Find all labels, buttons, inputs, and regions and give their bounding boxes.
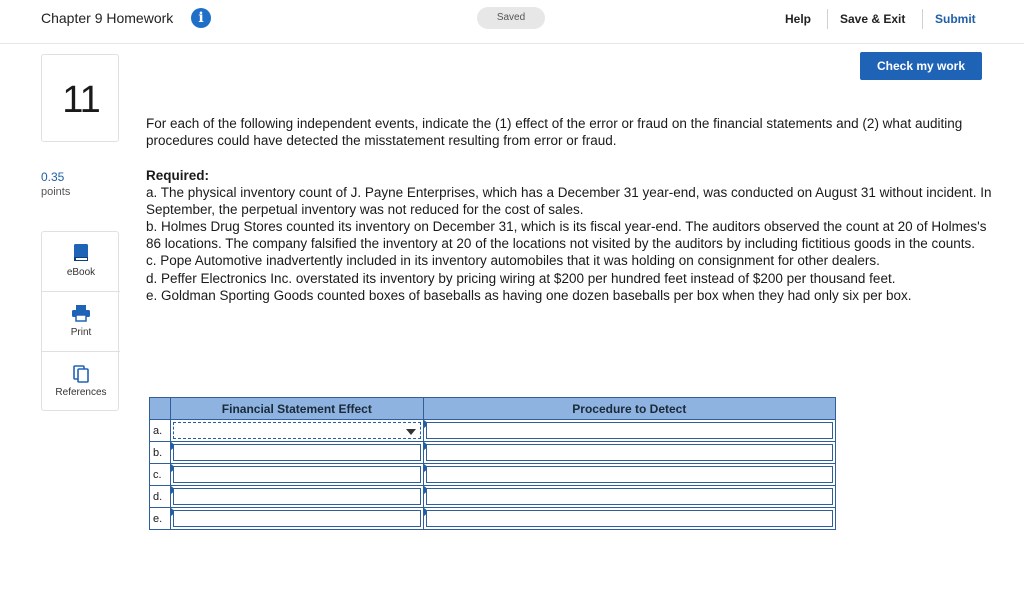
- answer-table: [149, 397, 836, 530]
- table-row: [150, 486, 836, 508]
- print-button[interactable]: [42, 292, 120, 352]
- question-number-box: [41, 54, 119, 142]
- procedure-input-e[interactable]: [423, 508, 835, 530]
- effect-dropdown[interactable]: [173, 488, 421, 505]
- procedure-input-a[interactable]: [423, 420, 835, 442]
- tool-panel: [41, 231, 119, 411]
- references-button[interactable]: [42, 352, 120, 412]
- table-row: [150, 508, 836, 530]
- effect-select-c[interactable]: [170, 464, 423, 486]
- table-header-row: [150, 398, 836, 420]
- chevron-down-icon[interactable]: [406, 429, 416, 435]
- ebook-label: eBook: [66, 267, 96, 278]
- info-icon[interactable]: i: [191, 8, 211, 28]
- ebook-button[interactable]: [42, 232, 120, 292]
- table-row: [150, 442, 836, 464]
- row-label: c.: [150, 464, 171, 486]
- header-divider: [922, 9, 923, 29]
- effect-select-a[interactable]: [170, 420, 423, 442]
- row-label: d.: [150, 486, 171, 508]
- effect-dropdown[interactable]: [173, 510, 421, 527]
- required-item-d: d. Peffer Electronics Inc. overstated its inventory by pricing wiring at $200 per hundred feet instead of $200 per thousand feet.: [146, 270, 896, 286]
- procedure-input-c[interactable]: [423, 464, 835, 486]
- help-link[interactable]: Help: [785, 12, 812, 26]
- procedure-field[interactable]: [426, 444, 833, 461]
- question-intro: For each of the following independent events, indicate the (1) effect of the error or fraud on the financial statements and (2) what auditing procedures could have detected the misstatement resulting from error or fraud.: [146, 116, 963, 148]
- required-item-a: a. The physical inventory count of J. Payne Enterprises, which has a December 31 year-end, was conducted on August 31 without incident. In September, the perpetual inventory was not reduced for the cost of sales.: [146, 185, 992, 218]
- references-label: References: [55, 387, 107, 398]
- question-number: 11: [62, 79, 100, 121]
- row-label-header: [150, 398, 171, 420]
- effect-select-e[interactable]: [170, 508, 423, 530]
- effect-dropdown[interactable]: [173, 422, 421, 439]
- required-heading: Required:: [146, 168, 210, 183]
- procedure-input-d[interactable]: [423, 486, 835, 508]
- required-item-c: c. Pope Automotive inadvertently included in its inventory automobiles that it was holding on consignment for other dealers.: [146, 253, 880, 269]
- row-label: e.: [150, 508, 171, 530]
- required-item-e: e. Goldman Sporting Goods counted boxes of baseballs as having one dozen baseballs per box when they had only six per box.: [146, 287, 912, 303]
- references-icon: [71, 364, 91, 384]
- submit-link[interactable]: Submit: [935, 12, 976, 26]
- procedure-input-b[interactable]: [423, 442, 835, 464]
- row-label: a.: [150, 420, 171, 442]
- table-row: [150, 420, 836, 442]
- required-item-b: b. Holmes Drug Stores counted its inventory on December 31, which is its fiscal year-end. The auditors observed the count at 20 of Holmes's 86 locations. The company falsified the inventory at 20 of the locations not visited by the auditors by including fictitious goods in the counts.: [146, 219, 987, 252]
- chapter-title: Chapter 9 Homework: [41, 10, 174, 26]
- print-label: Print: [70, 327, 92, 338]
- row-label: b.: [150, 442, 171, 464]
- procedure-field[interactable]: [426, 466, 833, 483]
- header-divider: [827, 9, 828, 29]
- top-header: [0, 0, 1024, 44]
- effect-dropdown[interactable]: [173, 444, 421, 461]
- check-my-work-button[interactable]: Check my work: [860, 52, 982, 80]
- effect-dropdown[interactable]: [173, 466, 421, 483]
- book-icon: [71, 243, 91, 263]
- saved-status-badge: Saved: [477, 7, 545, 29]
- points-value: 0.35: [41, 170, 65, 184]
- procedure-field[interactable]: [426, 488, 833, 505]
- effect-select-d[interactable]: [170, 486, 423, 508]
- procedure-to-detect-header: Procedure to Detect: [423, 398, 835, 420]
- required-section: [146, 167, 992, 304]
- printer-icon: [71, 303, 91, 323]
- procedure-field[interactable]: [426, 510, 833, 527]
- effect-select-b[interactable]: [170, 442, 423, 464]
- save-exit-link[interactable]: Save & Exit: [840, 12, 906, 26]
- financial-statement-effect-header: Financial Statement Effect: [170, 398, 423, 420]
- table-row: [150, 464, 836, 486]
- points-label: points: [41, 186, 71, 198]
- procedure-field[interactable]: [426, 422, 833, 439]
